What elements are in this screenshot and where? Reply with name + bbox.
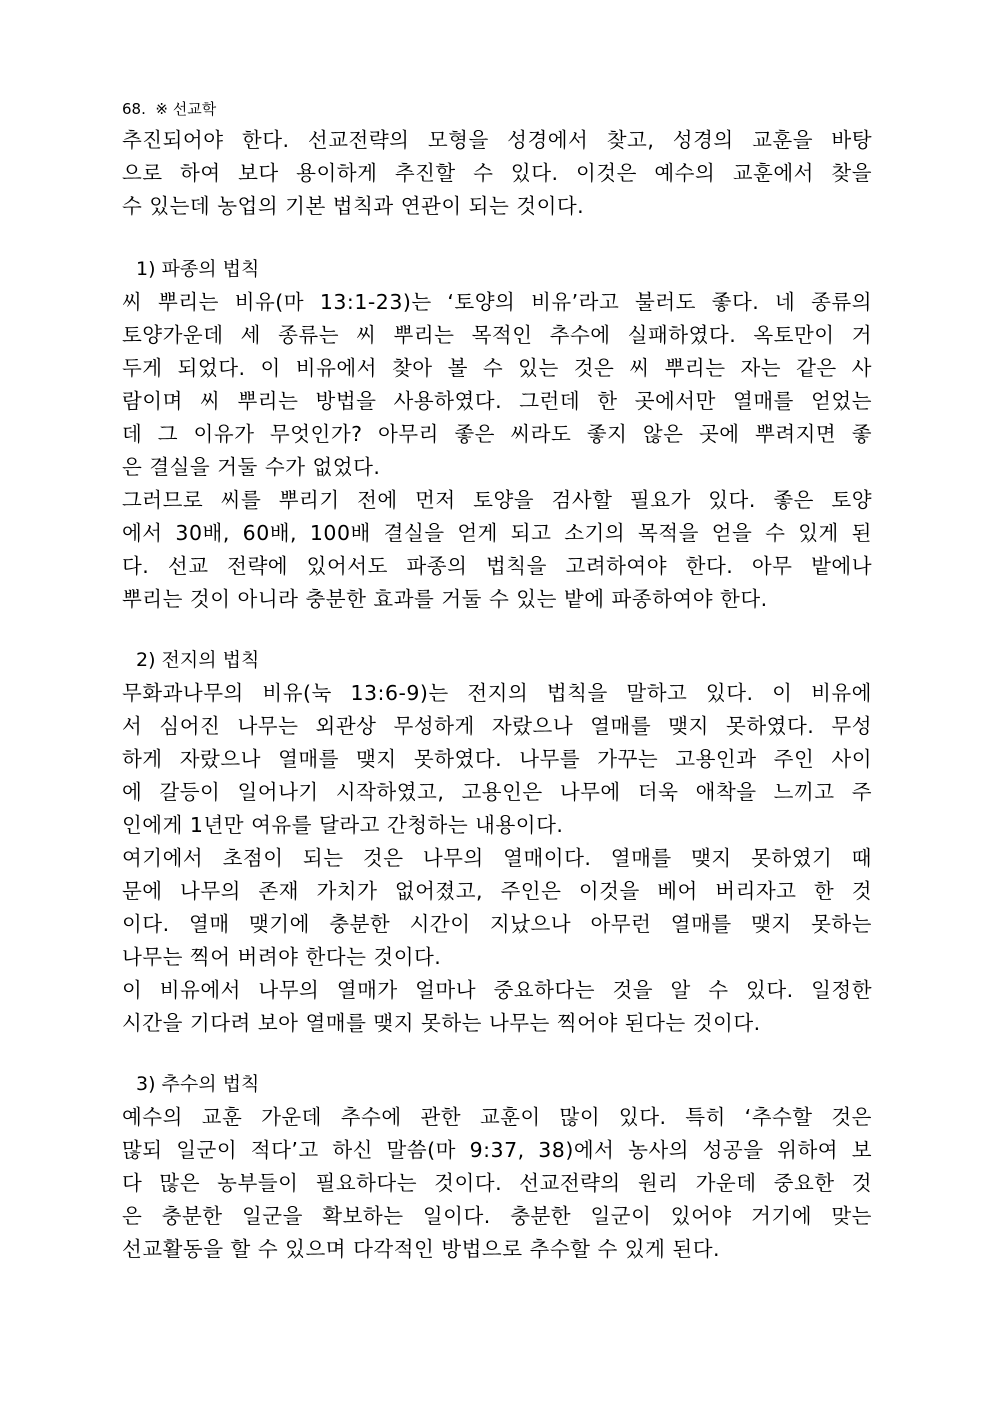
body-line: 다. 선교 전략에 있어서도 파종의 법칙을 고려하여야 한다. 아무 밭에나 [122, 554, 872, 578]
body-line: 무화과나무의 비유(눅 13:6-9)는 전지의 법칙을 말하고 있다. 이 비유에 [122, 681, 872, 705]
body-line: 은 결실을 거둘 수가 없었다. [122, 455, 381, 479]
body-line: 서 심어진 나무는 외관상 무성하게 자랐으나 열매를 맺지 못하였다. 무성 [122, 714, 872, 738]
body-line: 씨 뿌리는 비유(마 13:1-23)는 ‘토양의 비유’라고 불러도 좋다. 네 종류의 [122, 290, 872, 314]
body-line: 으로 하여 보다 용이하게 추진할 수 있다. 이것은 예수의 교훈에서 찾을 [122, 161, 872, 185]
body-line: 나무는 찍어 버려야 한다는 것이다. [122, 945, 442, 969]
body-line: 여기에서 초점이 되는 것은 나무의 열매이다. 열매를 맺지 못하였기 때 [122, 846, 872, 870]
section-heading: 3) 추수의 법칙 [136, 1073, 260, 1095]
body-line: 예수의 교훈 가운데 추수에 관한 교훈이 많이 있다. 특히 ‘추수할 것은 [122, 1105, 872, 1129]
body-line: 인에게 1년만 여유를 달라고 간청하는 내용이다. [122, 813, 564, 837]
body-line: 두게 되었다. 이 비유에서 찾아 볼 수 있는 것은 씨 뿌리는 자는 같은 사 [122, 356, 872, 380]
section-heading: 2) 전지의 법칙 [136, 649, 260, 671]
body-line: 이다. 열매 맺기에 충분한 시간이 지났으나 아무런 열매를 맺지 못하는 [122, 912, 872, 936]
page-header [122, 98, 216, 119]
section-title: ※ 선교학 [155, 100, 217, 118]
body-line: 시간을 기다려 보아 열매를 맺지 못하는 나무는 찍어야 된다는 것이다. [122, 1011, 761, 1035]
body-line: 뿌리는 것이 아니라 충분한 효과를 거둘 수 있는 밭에 파종하여야 한다. [122, 587, 768, 611]
body-line: 데 그 이유가 무엇인가? 아무리 좋은 씨라도 좋지 않은 곳에 뿌려지면 좋 [122, 422, 872, 446]
body-line: 에 갈등이 일어나기 시작하였고, 고용인은 나무에 더욱 애착을 느끼고 주 [122, 780, 872, 804]
body-line: 추진되어야 한다. 선교전략의 모형을 성경에서 찾고, 성경의 교훈을 바탕 [122, 128, 872, 152]
body-line: 은 충분한 일군을 확보하는 일이다. 충분한 일군이 있어야 거기에 맞는 [122, 1204, 872, 1228]
page-number: 68. [122, 100, 146, 118]
body-line: 많되 일군이 적다’고 하신 말씀(마 9:37, 38)에서 농사의 성공을 위하여 보 [122, 1138, 872, 1162]
body-line: 람이며 씨 뿌리는 방법을 사용하였다. 그런데 한 곳에서만 열매를 얻었는 [122, 389, 872, 413]
body-line: 토양가운데 세 종류는 씨 뿌리는 목적인 추수에 실패하였다. 옥토만이 거 [122, 323, 872, 347]
body-line: 수 있는데 농업의 기본 법칙과 연관이 되는 것이다. [122, 194, 585, 218]
body-line: 문에 나무의 존재 가치가 없어졌고, 주인은 이것을 베어 버리자고 한 것 [122, 879, 872, 903]
body-line: 다 많은 농부들이 필요하다는 것이다. 선교전략의 원리 가운데 중요한 것 [122, 1171, 872, 1195]
body-line: 하게 자랐으나 열매를 맺지 못하였다. 나무를 가꾸는 고용인과 주인 사이 [122, 747, 872, 771]
body-line: 에서 30배, 60배, 100배 결실을 얻게 되고 소기의 목적을 얻을 수 있게 된 [122, 521, 872, 545]
body-line: 이 비유에서 나무의 열매가 얼마나 중요하다는 것을 알 수 있다. 일정한 [122, 978, 872, 1002]
body-line: 그러므로 씨를 뿌리기 전에 먼저 토양을 검사할 필요가 있다. 좋은 토양 [122, 488, 872, 512]
body-line: 선교활동을 할 수 있으며 다각적인 방법으로 추수할 수 있게 된다. [122, 1237, 721, 1261]
section-heading: 1) 파종의 법칙 [136, 258, 260, 280]
